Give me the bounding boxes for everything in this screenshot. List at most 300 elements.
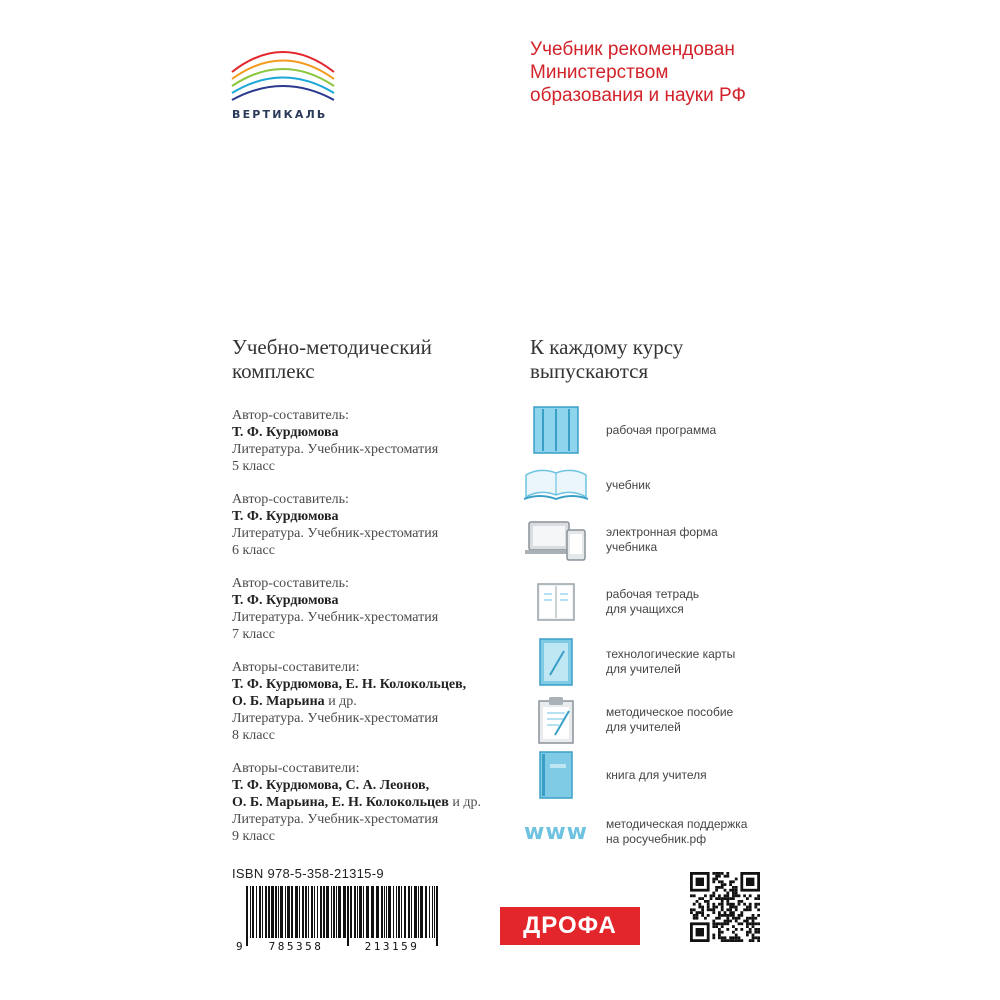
left-heading-line: Учебно-методический	[232, 335, 432, 359]
left-heading	[232, 335, 492, 383]
right-heading	[530, 335, 790, 383]
barcode-bar	[384, 886, 385, 938]
barcode-bar	[420, 886, 423, 938]
qr-module	[712, 880, 715, 883]
books-list	[232, 407, 522, 861]
barcode-bar	[275, 886, 277, 938]
qr-module	[752, 922, 755, 925]
recommendation-line: образования и науки РФ	[530, 85, 746, 106]
qr-module	[721, 922, 724, 925]
barcode-bar	[265, 886, 267, 938]
qr-module	[738, 894, 741, 897]
qr-module	[715, 872, 718, 875]
qr-module	[701, 911, 704, 914]
qr-module	[752, 920, 755, 923]
left-heading-line: комплекс	[232, 359, 315, 383]
qr-module	[726, 908, 729, 911]
qr-module	[740, 939, 743, 942]
qr-module	[740, 928, 743, 931]
qr-module	[746, 906, 749, 909]
qr-module	[757, 939, 760, 942]
qr-module	[757, 908, 760, 911]
barcode-bar	[333, 886, 335, 938]
qr-module	[729, 889, 732, 892]
recommendation-line: Министерством	[530, 62, 669, 83]
qr-module	[710, 908, 713, 911]
book-entry	[232, 407, 522, 475]
author-names: О. Б. Марьина	[232, 694, 325, 709]
publisher-badge	[500, 907, 640, 945]
electronic-form-icon	[520, 512, 592, 568]
barcode-bar	[280, 886, 283, 938]
qr-module	[712, 894, 715, 897]
book-role: Автор-составитель:	[232, 576, 349, 591]
qr-module	[735, 936, 738, 939]
method-manual-icon	[520, 692, 592, 748]
qr-module	[752, 917, 755, 920]
qr-module	[712, 911, 715, 914]
barcode-bar	[336, 886, 337, 938]
barcode-bar	[429, 886, 430, 938]
qr-module	[718, 928, 721, 931]
qr-module	[698, 906, 701, 909]
qr-module	[715, 917, 718, 920]
barcode-bar	[320, 886, 322, 938]
barcode-bar	[371, 886, 374, 938]
component-label: книга для учителя	[606, 767, 707, 782]
qr-module	[757, 922, 760, 925]
textbook-icon	[520, 457, 592, 513]
barcode-bar	[376, 886, 379, 938]
book-grade: 5 класс	[232, 459, 275, 474]
qr-module	[704, 900, 707, 903]
qr-module	[718, 875, 721, 878]
qr-module	[715, 906, 718, 909]
component-label: учебник	[606, 477, 651, 492]
qr-module	[696, 878, 704, 886]
qr-module	[746, 922, 749, 925]
component-item	[520, 512, 810, 568]
qr-module	[740, 922, 743, 925]
barcode	[232, 884, 448, 952]
tech-cards-icon	[520, 634, 592, 690]
qr-module	[698, 897, 701, 900]
recommendation-text	[530, 38, 860, 107]
qr-module	[738, 939, 741, 942]
qr-module	[696, 928, 704, 936]
qr-module	[712, 934, 715, 937]
qr-module	[746, 925, 749, 928]
qr-module	[726, 922, 729, 925]
qr-module	[718, 903, 721, 906]
qr-module	[721, 883, 724, 886]
book-role: Авторы-составители:	[232, 660, 360, 675]
qr-module	[729, 906, 732, 909]
qr-module	[715, 897, 718, 900]
qr-module	[718, 934, 721, 937]
qr-module	[735, 878, 738, 881]
barcode-bar	[366, 886, 369, 938]
right-heading-line: К каждому курсу	[530, 335, 684, 359]
book-entry	[232, 760, 522, 845]
qr-module	[712, 878, 715, 881]
barcode-bar	[311, 886, 313, 938]
qr-module	[726, 875, 729, 878]
www-icon-text: www	[524, 819, 588, 845]
barcode-bar	[398, 886, 400, 938]
barcode-bar	[331, 886, 332, 938]
author-names: Т. Ф. Курдюмова	[232, 593, 339, 608]
barcode-bar	[295, 886, 298, 938]
qr-module	[726, 939, 729, 942]
barcode-bar	[308, 886, 309, 938]
qr-module	[724, 922, 727, 925]
qr-module	[754, 922, 757, 925]
qr-module	[712, 925, 715, 928]
qr-module	[754, 903, 757, 906]
qr-module	[693, 903, 696, 906]
barcode-bar	[246, 886, 248, 946]
qr-module	[757, 894, 760, 897]
qr-module	[743, 920, 746, 923]
qr-module	[735, 934, 738, 937]
isbn-text: ISBN 978-5-358-21315-9	[232, 866, 384, 881]
qr-module	[749, 917, 752, 920]
barcode-bar	[411, 886, 412, 938]
component-label: методическое пособие для учителей	[606, 705, 734, 734]
component-item	[520, 634, 810, 690]
qr-module	[749, 908, 752, 911]
component-item	[520, 574, 810, 630]
qr-module	[721, 908, 724, 911]
component-item	[520, 457, 810, 513]
qr-module	[746, 917, 749, 920]
barcode-digits: 785358	[268, 940, 324, 952]
qr-module	[732, 892, 735, 895]
qr-module	[746, 931, 749, 934]
qr-module	[757, 903, 760, 906]
author-names: Т. Ф. Курдюмова, С. А. Леонов,	[232, 778, 430, 793]
qr-module	[754, 936, 757, 939]
qr-module	[724, 939, 727, 942]
qr-module	[729, 908, 732, 911]
qr-module	[707, 908, 710, 911]
qr-module	[749, 906, 752, 909]
barcode-bar	[393, 886, 394, 938]
qr-module	[738, 917, 741, 920]
component-label: электронная форма учебника	[606, 525, 718, 554]
qr-module	[729, 914, 732, 917]
qr-module	[738, 936, 741, 939]
qr-module	[752, 925, 755, 928]
barcode-bar	[305, 886, 307, 938]
workbook-icon	[520, 574, 592, 630]
barcode-bar	[250, 886, 251, 938]
qr-module	[715, 922, 718, 925]
qr-module	[718, 880, 721, 883]
book-grade: 7 класс	[232, 627, 275, 642]
qr-module	[732, 936, 735, 939]
qr-module	[707, 906, 710, 909]
qr-module	[718, 922, 721, 925]
qr-module	[701, 897, 704, 900]
barcode-bar	[271, 886, 274, 938]
barcode-bar	[338, 886, 341, 938]
qr-module	[732, 880, 735, 883]
qr-module	[740, 900, 743, 903]
component-item	[520, 692, 810, 748]
qr-module	[732, 903, 735, 906]
qr-module	[732, 897, 735, 900]
qr-module	[735, 892, 738, 895]
qr-module	[732, 889, 735, 892]
qr-module	[743, 908, 746, 911]
qr-module	[732, 906, 735, 909]
qr-module	[724, 914, 727, 917]
qr-module	[738, 903, 741, 906]
book-role: Автор-составитель:	[232, 408, 349, 423]
qr-module	[754, 897, 757, 900]
qr-module	[724, 936, 727, 939]
book-title: Литература. Учебник-хрестоматия	[232, 526, 439, 541]
qr-module	[754, 928, 757, 931]
qr-module	[729, 897, 732, 900]
barcode-bar	[347, 886, 349, 946]
qr-module	[690, 911, 693, 914]
qr-module	[726, 903, 729, 906]
qr-module	[735, 886, 738, 889]
qr-module	[729, 911, 732, 914]
qr-module	[735, 908, 738, 911]
qr-module	[732, 939, 735, 942]
barcode-bar	[285, 886, 286, 938]
barcode-bar	[357, 886, 358, 938]
author-suffix: и др.	[448, 795, 481, 810]
qr-module	[718, 917, 721, 920]
qr-module	[729, 920, 732, 923]
barcode-bar	[326, 886, 329, 938]
qr-module	[726, 892, 729, 895]
component-item	[520, 747, 810, 803]
book-entry	[232, 575, 522, 643]
logo-text: ВЕРТИКАЛЬ	[232, 108, 328, 121]
qr-module	[718, 897, 721, 900]
book-title: Литература. Учебник-хрестоматия	[232, 711, 439, 726]
qr-module	[740, 911, 743, 914]
component-item	[520, 804, 810, 860]
qr-module	[757, 931, 760, 934]
book-authors	[232, 777, 522, 794]
qr-module	[757, 936, 760, 939]
barcode-bar	[256, 886, 257, 938]
barcode-bar	[388, 886, 391, 938]
author-suffix: и др.	[324, 694, 357, 709]
barcode-bar	[401, 886, 402, 938]
qr-module	[715, 875, 718, 878]
qr-module	[732, 894, 735, 897]
qr-module	[726, 917, 729, 920]
barcode-bar	[323, 886, 325, 938]
book-authors	[232, 676, 522, 693]
qr-module	[718, 936, 721, 939]
qr-module	[738, 914, 741, 917]
qr-module	[718, 914, 721, 917]
qr-module	[752, 914, 755, 917]
qr-module	[729, 883, 732, 886]
component-label: методическая поддержка на росучебник.рф	[606, 817, 748, 846]
book-role: Авторы-составители:	[232, 761, 360, 776]
book-authors	[232, 693, 522, 710]
teacher-book-icon	[520, 747, 592, 803]
barcode-bar	[396, 886, 397, 938]
barcode-bar	[432, 886, 433, 938]
barcode-bar	[314, 886, 315, 938]
qr-module	[696, 900, 699, 903]
qr-module	[710, 897, 713, 900]
qr-module	[732, 917, 735, 920]
qr-module	[743, 903, 746, 906]
qr-module	[724, 920, 727, 923]
barcode-bar	[252, 886, 254, 938]
barcode-bar	[408, 886, 410, 938]
author-names: Т. Ф. Курдюмова	[232, 509, 339, 524]
qr-module	[712, 920, 715, 923]
qr-module	[724, 875, 727, 878]
barcode-bar	[354, 886, 356, 938]
qr-module	[738, 900, 741, 903]
barcode-bar	[434, 886, 435, 938]
barcode-bar	[317, 886, 318, 938]
qr-module	[740, 914, 743, 917]
qr-module	[732, 925, 735, 928]
barcode-bar	[268, 886, 270, 938]
qr-module	[726, 872, 729, 875]
qr-code	[690, 872, 760, 942]
barcode-digits: 213159	[364, 940, 420, 952]
qr-module	[721, 906, 724, 909]
publisher-logo	[228, 42, 338, 122]
book-grade: 6 класс	[232, 543, 275, 558]
barcode-bar	[363, 886, 364, 938]
book-authors	[232, 592, 522, 609]
component-item	[520, 402, 810, 458]
book-entry	[232, 659, 522, 744]
barcode-bar	[299, 886, 300, 938]
book-title: Литература. Учебник-хрестоматия	[232, 442, 439, 457]
barcode-bar	[418, 886, 419, 938]
qr-module	[743, 894, 746, 897]
qr-module	[724, 889, 727, 892]
qr-module	[732, 911, 735, 914]
qr-module	[746, 908, 749, 911]
qr-module	[715, 925, 718, 928]
qr-module	[724, 911, 727, 914]
book-grade: 9 класс	[232, 829, 275, 844]
qr-module	[704, 894, 707, 897]
author-names: О. Б. Марьина, Е. Н. Колокольцев	[232, 795, 449, 810]
qr-module	[693, 894, 696, 897]
barcode-bar	[302, 886, 304, 938]
qr-module	[738, 922, 741, 925]
component-label: рабочая программа	[606, 422, 717, 437]
qr-module	[707, 914, 710, 917]
qr-module	[735, 917, 738, 920]
qr-module	[757, 928, 760, 931]
qr-module	[746, 934, 749, 937]
qr-module	[735, 889, 738, 892]
qr-module	[718, 931, 721, 934]
book-title: Литература. Учебник-хрестоматия	[232, 610, 439, 625]
author-names: Т. Ф. Курдюмова	[232, 425, 339, 440]
qr-module	[732, 931, 735, 934]
right-heading-line: выпускаются	[530, 359, 649, 383]
barcode-bar	[287, 886, 290, 938]
book-title: Литература. Учебник-хрестоматия	[232, 812, 439, 827]
barcode-bar	[343, 886, 346, 938]
qr-module	[721, 872, 724, 875]
qr-module	[726, 928, 729, 931]
qr-module	[693, 908, 696, 911]
qr-module	[732, 914, 735, 917]
qr-module	[693, 914, 696, 917]
qr-module	[712, 922, 715, 925]
qr-module	[707, 903, 710, 906]
publisher-name: ДРОФА	[523, 912, 617, 939]
qr-module	[752, 934, 755, 937]
barcode-bar	[259, 886, 261, 938]
qr-module	[735, 939, 738, 942]
barcode-bar	[350, 886, 352, 938]
qr-module	[757, 914, 760, 917]
qr-module	[712, 906, 715, 909]
qr-module	[698, 911, 701, 914]
qr-module	[696, 917, 699, 920]
qr-module	[754, 917, 757, 920]
qr-module	[696, 914, 699, 917]
qr-module	[726, 914, 729, 917]
qr-module	[729, 939, 732, 942]
qr-module	[715, 878, 718, 881]
qr-module	[710, 894, 713, 897]
book-entry	[232, 491, 522, 559]
recommendation-line: Учебник рекомендован	[530, 39, 735, 60]
qr-module	[726, 894, 729, 897]
qr-module	[715, 886, 718, 889]
qr-module	[746, 920, 749, 923]
component-label: рабочая тетрадь для учащихся	[606, 587, 700, 616]
qr-module	[721, 897, 724, 900]
barcode-bar	[414, 886, 417, 938]
barcode-bar	[359, 886, 362, 938]
book-grade: 8 класс	[232, 728, 275, 743]
qr-module	[715, 889, 718, 892]
qr-module	[690, 894, 693, 897]
qr-module	[729, 903, 732, 906]
qr-module	[712, 892, 715, 895]
barcode-bar	[291, 886, 293, 938]
component-label: технологические карты для учителей	[606, 647, 736, 676]
qr-module	[746, 878, 754, 886]
qr-module	[757, 897, 760, 900]
qr-module	[712, 908, 715, 911]
www-icon	[520, 804, 592, 860]
qr-module	[749, 928, 752, 931]
qr-module	[752, 936, 755, 939]
qr-module	[749, 894, 752, 897]
qr-module	[735, 928, 738, 931]
qr-module	[701, 906, 704, 909]
barcode-bar	[278, 886, 279, 938]
